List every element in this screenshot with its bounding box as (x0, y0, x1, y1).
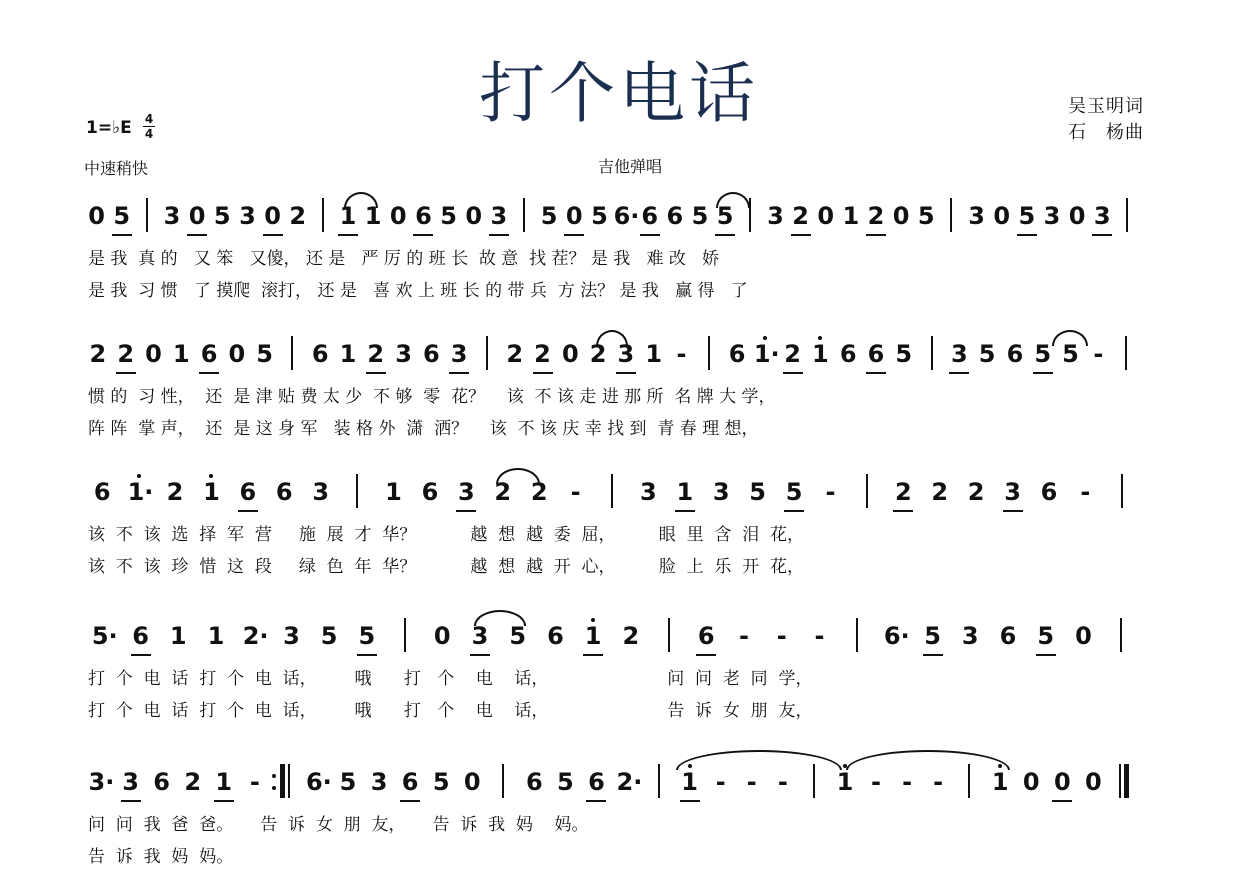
note: 0 (993, 202, 1011, 230)
note: 5 (716, 202, 734, 230)
note: 6 (275, 478, 293, 506)
beam (586, 800, 606, 802)
barline (950, 198, 952, 232)
beam (583, 654, 603, 656)
note: 6 (132, 622, 149, 650)
lyric-line-2: 打 个 电 话 打 个 电 话， 哦 打 个 电 话， 告 诉 女 朋 友， (88, 701, 813, 721)
high-octave-dot (763, 336, 767, 340)
beam (357, 654, 377, 656)
note: 3 (471, 622, 489, 650)
slur-arc (596, 330, 628, 346)
note: - (777, 768, 788, 796)
beam (131, 654, 151, 656)
note: 0 (433, 622, 451, 650)
note: 2 (589, 340, 607, 368)
note: 5 (1018, 202, 1036, 230)
note: 2 (867, 202, 885, 230)
performance-note: 吉他弹唱 (598, 157, 663, 176)
note: 3 (712, 478, 730, 506)
note: 3 (951, 340, 968, 368)
note: 6 (1006, 340, 1024, 368)
lyricist-credit: 吴玉明词 (1068, 96, 1144, 117)
note: 0 (1022, 768, 1040, 796)
barline (749, 198, 751, 232)
barline (1126, 198, 1128, 232)
note: 1 (207, 622, 225, 650)
slur-arc (676, 750, 842, 770)
barline (866, 474, 868, 508)
note: 3 (239, 202, 256, 230)
note: 6· (305, 768, 332, 796)
note: 0 (264, 202, 281, 230)
note: 6 (867, 340, 885, 368)
note: 5 (256, 340, 273, 368)
note: 0 (228, 340, 246, 368)
note: 6 (200, 340, 218, 368)
beam (791, 234, 811, 236)
key-signature: 1=♭E (86, 118, 132, 138)
beam (783, 372, 803, 374)
note: 2 (530, 478, 548, 506)
note: 6· (613, 202, 640, 230)
song-title: 打个电话 (479, 55, 759, 132)
barline (1121, 474, 1123, 508)
time-signature-top: 4 (144, 112, 154, 126)
note: 3 (395, 340, 412, 368)
note: 5 (785, 478, 803, 506)
beam (1036, 654, 1056, 656)
beam (400, 800, 420, 802)
note: 6 (153, 768, 170, 796)
note: 0 (1068, 202, 1086, 230)
note: 1 (991, 768, 1009, 796)
note: 6 (525, 768, 543, 796)
barline (356, 474, 358, 508)
note: 2 (792, 202, 809, 230)
note: 6 (415, 202, 432, 230)
note: 1 (339, 340, 357, 368)
note: 6 (547, 622, 564, 650)
beam (199, 372, 219, 374)
note: 3 (312, 478, 330, 506)
note: 6 (666, 202, 684, 230)
note: 3 (968, 202, 985, 230)
beam (866, 234, 886, 236)
note: 1 (169, 622, 187, 650)
note: 2 (534, 340, 551, 368)
note: 0 (145, 340, 162, 368)
note: 2· (242, 622, 269, 650)
beam (214, 800, 234, 802)
note: 6 (999, 622, 1017, 650)
note: 5 (557, 768, 574, 796)
beam (533, 372, 553, 374)
note: 1 (842, 202, 860, 230)
barline (146, 198, 148, 232)
note: 0 (1085, 768, 1102, 796)
note: 5 (978, 340, 996, 368)
note: 3 (617, 340, 635, 368)
note: 5 (113, 202, 131, 230)
note: 5 (895, 340, 913, 368)
note: 1 (203, 478, 220, 506)
note: 5 (1034, 340, 1052, 368)
note: 2 (89, 340, 107, 368)
final-barline-thin (1119, 764, 1121, 798)
note: 0 (465, 202, 483, 230)
note: 3 (490, 202, 508, 230)
note: 2 (367, 340, 385, 368)
note: 5 (440, 202, 457, 230)
note: 3 (1043, 202, 1061, 230)
note: - (902, 768, 913, 796)
note: 2 (117, 340, 135, 368)
time-signature (142, 112, 156, 141)
note: 1 (681, 768, 698, 796)
note: 3 (450, 340, 468, 368)
repeat-barline-thin (288, 764, 290, 798)
note: 6 (311, 340, 329, 368)
barline (708, 336, 710, 370)
note: - (715, 768, 726, 796)
note: 6 (1040, 478, 1058, 506)
barline (668, 618, 670, 652)
note: 6 (697, 622, 715, 650)
barline (523, 198, 525, 232)
beam (715, 234, 735, 236)
beam (923, 654, 943, 656)
beam (1052, 800, 1072, 802)
beam (1033, 372, 1053, 374)
barline (856, 618, 858, 652)
note: 6 (588, 768, 605, 796)
note: 3 (640, 478, 657, 506)
note: 5· (91, 622, 118, 650)
note: 6 (239, 478, 257, 506)
note: 1 (584, 622, 602, 650)
note: 0 (565, 202, 583, 230)
final-barline-thick (1124, 764, 1129, 798)
beam (1092, 234, 1112, 236)
note: 5 (432, 768, 450, 796)
note: 0 (817, 202, 835, 230)
note: 5 (691, 202, 709, 230)
beam (338, 234, 358, 236)
repeat-barline (280, 764, 285, 798)
note: 1· (753, 340, 780, 368)
slur-arc (344, 192, 378, 208)
note: 0 (88, 202, 105, 230)
lyric-line-1: 该 不 该 选 择 军 营 施 展 才 华？ 越 想 越 委 屈， 眼 里 含 泪 花， (88, 525, 805, 545)
note: - (814, 622, 825, 650)
composer-credit: 石 杨曲 (1068, 122, 1144, 143)
note: 3 (1004, 478, 1021, 506)
beam (116, 372, 136, 374)
lyric-line-1: 问 问 我 爸 爸。 告 诉 女 朋 友， 告 诉 我 妈 妈。 (88, 815, 589, 835)
note: 5 (339, 768, 357, 796)
note: 2 (784, 340, 801, 368)
note: 2 (967, 478, 985, 506)
beam (263, 234, 283, 236)
slur-arc (474, 610, 526, 626)
note: 2 (506, 340, 524, 368)
note: - (249, 768, 260, 796)
beam (238, 510, 258, 512)
note: 3 (163, 202, 181, 230)
note: - (871, 768, 881, 796)
note: - (746, 768, 757, 796)
lyric-line-1: 惯 的 习 性， 还 是 津 贴 费 太 少 不 够 零 花？ 该 不 该 走 进 那 所 名 牌 大 学， (88, 387, 776, 407)
barline (486, 336, 488, 370)
note: 1 (215, 768, 233, 796)
note: - (825, 478, 836, 506)
beam (366, 372, 386, 374)
slur-arc (716, 192, 750, 208)
beam (413, 234, 433, 236)
note: 0 (892, 202, 910, 230)
note: 2 (184, 768, 202, 796)
note: 1 (339, 202, 357, 230)
beam (696, 654, 716, 656)
note: 5 (1062, 340, 1079, 368)
lyric-line-2: 是 我 习 惯 了 摸爬 滚打， 还 是 喜 欢 上 班 长 的 带 兵 方 法？ 是 我 赢 得 了 (88, 281, 748, 301)
beam (187, 234, 207, 236)
note: 0 (561, 340, 579, 368)
beam (449, 372, 469, 374)
note: 1 (385, 478, 402, 506)
beam (784, 510, 804, 512)
note: 2 (622, 622, 640, 650)
barline (658, 764, 660, 798)
beam (1003, 510, 1023, 512)
beam (121, 800, 141, 802)
beam (616, 372, 636, 374)
barline (611, 474, 613, 508)
note: 0 (1075, 622, 1092, 650)
note: 3 (122, 768, 139, 796)
note: 6 (93, 478, 111, 506)
note: 6 (423, 340, 440, 368)
beam (112, 234, 132, 236)
note: 5 (320, 622, 338, 650)
beam (893, 510, 913, 512)
note: 5 (749, 478, 766, 506)
note: - (1093, 340, 1104, 368)
note: 3 (1093, 202, 1111, 230)
lyric-line-2: 告 诉 我 妈 妈。 (88, 847, 234, 867)
barline (1120, 618, 1122, 652)
lyric-line-1: 是 我 真 的 又 笨 又傻， 还 是 严 厉 的 班 长 故 意 找 茬？ 是 我 难 改 娇 (88, 249, 720, 269)
note: 5 (540, 202, 558, 230)
beam (470, 654, 490, 656)
slur-arc (846, 750, 1010, 770)
note: 1 (836, 768, 854, 796)
time-signature-bottom: 4 (144, 127, 154, 141)
barline (1125, 336, 1127, 370)
note: 6 (401, 768, 419, 796)
note: 2 (166, 478, 184, 506)
lyric-line-2: 阵 阵 掌 声， 还 是 这 身 军 装 格 外 潇 洒？ 该 不 该 庆 幸 找 到 青 春 理 想， (88, 419, 759, 439)
note: 3 (370, 768, 388, 796)
note: 3· (88, 768, 115, 796)
beam (680, 800, 700, 802)
note: 1 (676, 478, 694, 506)
note: 5 (924, 622, 941, 650)
lyric-line-1: 打 个 电 话 打 个 电 话， 哦 打 个 电 话， 问 问 老 同 学， (88, 669, 813, 689)
note: 1 (645, 340, 663, 368)
note: 1 (172, 340, 190, 368)
note: 6 (839, 340, 857, 368)
tempo-marking: 中速稍快 (84, 159, 149, 178)
note: 6 (421, 478, 439, 506)
note: 0 (188, 202, 206, 230)
note: 2· (616, 768, 643, 796)
note: 1 (364, 202, 382, 230)
note: 5 (213, 202, 231, 230)
note: 5 (509, 622, 527, 650)
slur-arc (1052, 330, 1088, 346)
note: - (933, 768, 944, 796)
high-octave-dot (137, 474, 141, 478)
barline (322, 198, 324, 232)
note: 6 (641, 202, 659, 230)
note: 3 (767, 202, 784, 230)
repeat-dot (272, 774, 276, 778)
beam (564, 234, 584, 236)
note: 2 (894, 478, 912, 506)
note: 0 (1053, 768, 1071, 796)
beam (675, 510, 695, 512)
beam (456, 510, 476, 512)
note: 2 (931, 478, 949, 506)
barline (502, 764, 504, 798)
note: 0 (389, 202, 407, 230)
note: 0 (463, 768, 481, 796)
note: 5 (591, 202, 608, 230)
barline (291, 336, 293, 370)
note: - (1080, 478, 1091, 506)
note: 5 (1037, 622, 1055, 650)
note: 2 (494, 478, 512, 506)
beam (949, 372, 969, 374)
note: 1· (127, 478, 154, 506)
note: 2 (289, 202, 307, 230)
note: 5 (917, 202, 935, 230)
barline (404, 618, 406, 652)
note: 3 (457, 478, 475, 506)
note: - (739, 622, 749, 650)
beam (1017, 234, 1037, 236)
note: 3 (283, 622, 300, 650)
slur-arc (496, 468, 540, 484)
note: - (570, 478, 581, 506)
note: - (676, 340, 687, 368)
note: - (776, 622, 787, 650)
beam (866, 372, 886, 374)
barline (931, 336, 933, 370)
note: 6· (883, 622, 910, 650)
note: 1 (812, 340, 829, 368)
note: 5 (358, 622, 376, 650)
note: 6 (728, 340, 746, 368)
note: 3 (961, 622, 979, 650)
beam (489, 234, 509, 236)
lyric-line-2: 该 不 该 珍 惜 这 段 绿 色 年 华？ 越 想 越 开 心， 脸 上 乐 开 花， (88, 557, 805, 577)
repeat-dot (272, 786, 276, 790)
beam (640, 234, 660, 236)
